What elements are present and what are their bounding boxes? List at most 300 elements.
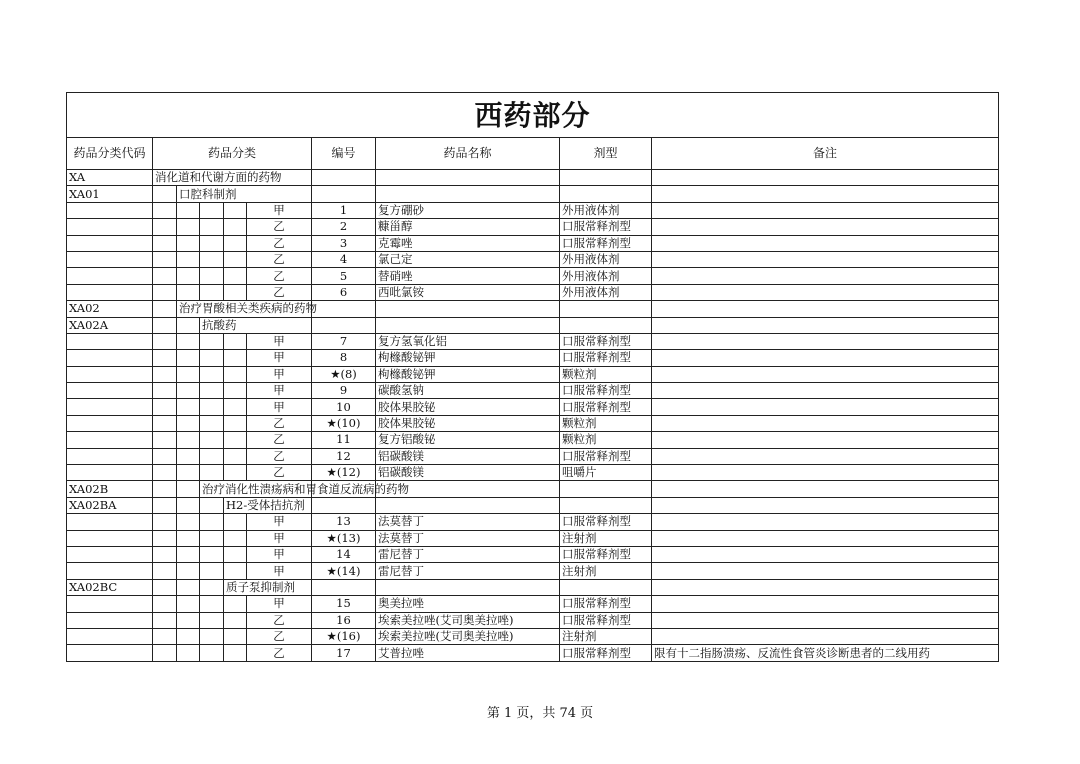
drug-grade: 甲 xyxy=(247,596,312,612)
drug-row xyxy=(67,383,999,399)
empty-cell xyxy=(153,333,177,349)
drug-row xyxy=(67,628,999,644)
empty-cell xyxy=(67,628,153,644)
drug-name: 埃索美拉唑(艾司奥美拉唑) xyxy=(376,628,560,644)
drug-remark xyxy=(652,612,999,628)
empty-cell xyxy=(200,465,224,481)
empty-cell xyxy=(153,579,177,595)
drug-remark: 限有十二指肠溃疡、反流性食管炎诊断患者的二线用药 xyxy=(652,645,999,661)
empty-cell xyxy=(200,628,224,644)
drug-row xyxy=(67,432,999,448)
drug-remark xyxy=(652,383,999,399)
category-name: 治疗消化性溃疡病和胃食道反流病的药物 xyxy=(200,481,312,497)
category-row xyxy=(67,497,999,513)
empty-cell xyxy=(153,399,177,415)
empty-cell xyxy=(67,399,153,415)
empty-cell xyxy=(177,530,200,546)
drug-form: 注射剂 xyxy=(560,628,652,644)
drug-form: 口服常释剂型 xyxy=(560,546,652,562)
drug-row xyxy=(67,235,999,251)
empty-cell xyxy=(153,645,177,661)
empty-cell xyxy=(376,497,560,513)
drug-name: 铝碳酸镁 xyxy=(376,448,560,464)
empty-cell xyxy=(177,415,200,431)
drug-number: 16 xyxy=(312,612,376,628)
empty-cell xyxy=(312,579,376,595)
drug-name: 复方氢氧化铝 xyxy=(376,333,560,349)
empty-cell xyxy=(200,415,224,431)
empty-cell xyxy=(177,596,200,612)
empty-cell xyxy=(177,284,200,300)
category-row xyxy=(67,186,999,202)
drug-row xyxy=(67,284,999,300)
drug-remark xyxy=(652,563,999,579)
drug-number: ★(10) xyxy=(312,415,376,431)
drug-grade: 乙 xyxy=(247,268,312,284)
empty-cell xyxy=(67,645,153,661)
header-form: 剂型 xyxy=(560,138,652,170)
drug-form: 口服常释剂型 xyxy=(560,333,652,349)
category-name: 治疗胃酸相关类疾病的药物 xyxy=(177,301,312,317)
empty-cell xyxy=(200,530,224,546)
empty-cell xyxy=(177,612,200,628)
drug-grade: 乙 xyxy=(247,645,312,661)
drug-row xyxy=(67,530,999,546)
empty-cell xyxy=(312,170,376,186)
drug-name: 复方铝酸铋 xyxy=(376,432,560,448)
empty-cell xyxy=(224,383,247,399)
empty-cell xyxy=(224,448,247,464)
drug-name: 氯己定 xyxy=(376,251,560,267)
empty-cell xyxy=(224,415,247,431)
drug-number: 3 xyxy=(312,235,376,251)
empty-cell xyxy=(177,366,200,382)
empty-cell xyxy=(652,317,999,333)
empty-cell xyxy=(200,219,224,235)
drug-number: 9 xyxy=(312,383,376,399)
empty-cell xyxy=(312,186,376,202)
empty-cell xyxy=(560,497,652,513)
empty-cell xyxy=(67,383,153,399)
drug-remark xyxy=(652,465,999,481)
empty-cell xyxy=(200,579,224,595)
empty-cell xyxy=(67,563,153,579)
empty-cell xyxy=(376,301,560,317)
header-category: 药品分类 xyxy=(153,138,312,170)
drug-number: ★(16) xyxy=(312,628,376,644)
category-code: XA02BC xyxy=(67,579,153,595)
empty-cell xyxy=(200,383,224,399)
drug-number: 6 xyxy=(312,284,376,300)
drug-grade: 乙 xyxy=(247,219,312,235)
drug-number: 12 xyxy=(312,448,376,464)
drug-name: 胶体果胶铋 xyxy=(376,415,560,431)
empty-cell xyxy=(224,563,247,579)
drug-name: 胶体果胶铋 xyxy=(376,399,560,415)
empty-cell xyxy=(224,202,247,218)
drug-grade: 乙 xyxy=(247,448,312,464)
drug-grade: 甲 xyxy=(247,366,312,382)
drug-remark xyxy=(652,350,999,366)
empty-cell xyxy=(200,202,224,218)
empty-cell xyxy=(224,596,247,612)
drug-name: 铝碳酸镁 xyxy=(376,465,560,481)
header-remark: 备注 xyxy=(652,138,999,170)
category-code: XA02A xyxy=(67,317,153,333)
drug-remark xyxy=(652,202,999,218)
empty-cell xyxy=(376,317,560,333)
empty-cell xyxy=(200,366,224,382)
empty-cell xyxy=(177,202,200,218)
empty-cell xyxy=(67,432,153,448)
empty-cell xyxy=(177,317,200,333)
empty-cell xyxy=(177,546,200,562)
empty-cell xyxy=(224,628,247,644)
empty-cell xyxy=(224,399,247,415)
empty-cell xyxy=(177,448,200,464)
drug-number: 2 xyxy=(312,219,376,235)
category-name: H2-受体拮抗剂 xyxy=(224,497,312,513)
drug-name: 西吡氯铵 xyxy=(376,284,560,300)
empty-cell xyxy=(224,546,247,562)
empty-cell xyxy=(67,366,153,382)
drug-remark xyxy=(652,399,999,415)
empty-cell xyxy=(153,465,177,481)
drug-remark xyxy=(652,333,999,349)
drug-name: 复方硼砂 xyxy=(376,202,560,218)
drug-row xyxy=(67,514,999,530)
category-name: 质子泵抑制剂 xyxy=(224,579,312,595)
drug-row xyxy=(67,350,999,366)
empty-cell xyxy=(67,546,153,562)
drug-row xyxy=(67,596,999,612)
empty-cell xyxy=(560,579,652,595)
drug-form: 口服常释剂型 xyxy=(560,399,652,415)
drug-grade: 甲 xyxy=(247,383,312,399)
drug-name: 艾普拉唑 xyxy=(376,645,560,661)
empty-cell xyxy=(200,432,224,448)
drug-grade: 甲 xyxy=(247,514,312,530)
empty-cell xyxy=(376,186,560,202)
drug-name: 法莫替丁 xyxy=(376,514,560,530)
drug-row xyxy=(67,268,999,284)
header-name: 药品名称 xyxy=(376,138,560,170)
empty-cell xyxy=(153,530,177,546)
category-code: XA xyxy=(67,170,153,186)
empty-cell xyxy=(652,481,999,497)
drug-row xyxy=(67,333,999,349)
empty-cell xyxy=(224,366,247,382)
empty-cell xyxy=(560,186,652,202)
empty-cell xyxy=(177,579,200,595)
drug-grade: 乙 xyxy=(247,465,312,481)
drug-number: 8 xyxy=(312,350,376,366)
drug-form: 口服常释剂型 xyxy=(560,235,652,251)
category-row xyxy=(67,317,999,333)
drug-row xyxy=(67,251,999,267)
drug-remark xyxy=(652,628,999,644)
empty-cell xyxy=(224,219,247,235)
drug-number: 17 xyxy=(312,645,376,661)
empty-cell xyxy=(312,301,376,317)
drug-name: 克霉唑 xyxy=(376,235,560,251)
drug-form: 颗粒剂 xyxy=(560,415,652,431)
empty-cell xyxy=(177,481,200,497)
empty-cell xyxy=(200,251,224,267)
empty-cell xyxy=(200,333,224,349)
drug-name: 枸橼酸铋钾 xyxy=(376,350,560,366)
category-name: 消化道和代谢方面的药物 xyxy=(153,170,312,186)
empty-cell xyxy=(224,251,247,267)
drug-form: 口服常释剂型 xyxy=(560,219,652,235)
empty-cell xyxy=(153,448,177,464)
empty-cell xyxy=(200,235,224,251)
drug-grade: 乙 xyxy=(247,235,312,251)
drug-name: 埃索美拉唑(艾司奥美拉唑) xyxy=(376,612,560,628)
empty-cell xyxy=(153,350,177,366)
empty-cell xyxy=(153,284,177,300)
category-code: XA01 xyxy=(67,186,153,202)
empty-cell xyxy=(153,268,177,284)
drug-grade: 乙 xyxy=(247,251,312,267)
drug-number: 5 xyxy=(312,268,376,284)
empty-cell xyxy=(200,497,224,513)
empty-cell xyxy=(153,546,177,562)
category-code: XA02B xyxy=(67,481,153,497)
drug-grade: 乙 xyxy=(247,628,312,644)
header-code: 药品分类代码 xyxy=(67,138,153,170)
drug-name: 法莫替丁 xyxy=(376,530,560,546)
drug-number: ★(13) xyxy=(312,530,376,546)
empty-cell xyxy=(177,399,200,415)
drug-remark xyxy=(652,448,999,464)
category-code: XA02BA xyxy=(67,497,153,513)
empty-cell xyxy=(153,481,177,497)
empty-cell xyxy=(376,579,560,595)
empty-cell xyxy=(224,465,247,481)
drug-row xyxy=(67,202,999,218)
empty-cell xyxy=(67,596,153,612)
drug-form: 注射剂 xyxy=(560,530,652,546)
drug-name: 雷尼替丁 xyxy=(376,563,560,579)
drug-row xyxy=(67,546,999,562)
drug-grade: 甲 xyxy=(247,530,312,546)
title-row xyxy=(67,93,999,138)
empty-cell xyxy=(67,448,153,464)
drug-name: 糠甾醇 xyxy=(376,219,560,235)
empty-cell xyxy=(200,645,224,661)
drug-remark xyxy=(652,268,999,284)
empty-cell xyxy=(200,612,224,628)
empty-cell xyxy=(153,628,177,644)
drug-number: 11 xyxy=(312,432,376,448)
drug-form: 注射剂 xyxy=(560,563,652,579)
drug-name: 碳酸氢钠 xyxy=(376,383,560,399)
drug-grade: 甲 xyxy=(247,399,312,415)
drug-remark xyxy=(652,546,999,562)
empty-cell xyxy=(224,514,247,530)
empty-cell xyxy=(67,465,153,481)
empty-cell xyxy=(652,186,999,202)
empty-cell xyxy=(200,284,224,300)
drug-remark xyxy=(652,284,999,300)
drug-form: 口服常释剂型 xyxy=(560,383,652,399)
empty-cell xyxy=(153,415,177,431)
empty-cell xyxy=(560,170,652,186)
empty-cell xyxy=(652,579,999,595)
empty-cell xyxy=(560,301,652,317)
empty-cell xyxy=(224,284,247,300)
empty-cell xyxy=(153,251,177,267)
empty-cell xyxy=(560,317,652,333)
drug-number: 13 xyxy=(312,514,376,530)
empty-cell xyxy=(153,497,177,513)
drug-remark xyxy=(652,235,999,251)
empty-cell xyxy=(200,546,224,562)
drug-remark xyxy=(652,432,999,448)
empty-cell xyxy=(153,186,177,202)
empty-cell xyxy=(153,432,177,448)
drug-number: 1 xyxy=(312,202,376,218)
drug-grade: 甲 xyxy=(247,350,312,366)
empty-cell xyxy=(224,612,247,628)
category-row xyxy=(67,301,999,317)
category-row xyxy=(67,481,999,497)
drug-form: 咀嚼片 xyxy=(560,465,652,481)
empty-cell xyxy=(153,514,177,530)
empty-cell xyxy=(200,399,224,415)
drug-row xyxy=(67,563,999,579)
drug-number: 14 xyxy=(312,546,376,562)
drug-row xyxy=(67,645,999,661)
empty-cell xyxy=(177,465,200,481)
empty-cell xyxy=(67,202,153,218)
drug-remark xyxy=(652,596,999,612)
drug-name: 替硝唑 xyxy=(376,268,560,284)
drug-form: 口服常释剂型 xyxy=(560,350,652,366)
empty-cell xyxy=(652,170,999,186)
empty-cell xyxy=(652,301,999,317)
drug-grade: 乙 xyxy=(247,612,312,628)
empty-cell xyxy=(224,645,247,661)
empty-cell xyxy=(200,268,224,284)
empty-cell xyxy=(153,317,177,333)
drug-row xyxy=(67,465,999,481)
empty-cell xyxy=(67,333,153,349)
empty-cell xyxy=(224,333,247,349)
drug-number: 7 xyxy=(312,333,376,349)
empty-cell xyxy=(153,366,177,382)
drug-form: 外用液体剂 xyxy=(560,251,652,267)
empty-cell xyxy=(224,530,247,546)
category-name: 抗酸药 xyxy=(200,317,312,333)
empty-cell xyxy=(67,268,153,284)
drug-number: 15 xyxy=(312,596,376,612)
drug-remark xyxy=(652,219,999,235)
empty-cell xyxy=(312,497,376,513)
empty-cell xyxy=(200,563,224,579)
drug-grade: 甲 xyxy=(247,202,312,218)
empty-cell xyxy=(200,448,224,464)
empty-cell xyxy=(200,596,224,612)
empty-cell xyxy=(177,645,200,661)
drug-grade: 甲 xyxy=(247,546,312,562)
drug-number: 10 xyxy=(312,399,376,415)
empty-cell xyxy=(177,251,200,267)
drug-remark xyxy=(652,251,999,267)
drug-remark xyxy=(652,514,999,530)
drug-row xyxy=(67,415,999,431)
empty-cell xyxy=(200,350,224,366)
empty-cell xyxy=(153,235,177,251)
empty-cell xyxy=(200,514,224,530)
drug-remark xyxy=(652,366,999,382)
drug-catalog-table xyxy=(66,92,999,662)
drug-number: ★(14) xyxy=(312,563,376,579)
empty-cell xyxy=(224,432,247,448)
drug-remark xyxy=(652,530,999,546)
empty-cell xyxy=(67,350,153,366)
category-row xyxy=(67,170,999,186)
drug-row xyxy=(67,448,999,464)
drug-form: 外用液体剂 xyxy=(560,284,652,300)
drug-form: 口服常释剂型 xyxy=(560,612,652,628)
empty-cell xyxy=(67,530,153,546)
empty-cell xyxy=(177,268,200,284)
empty-cell xyxy=(153,596,177,612)
drug-name: 奥美拉唑 xyxy=(376,596,560,612)
empty-cell xyxy=(67,235,153,251)
drug-form: 颗粒剂 xyxy=(560,366,652,382)
empty-cell xyxy=(67,219,153,235)
page-footer: 第 1 页，共 74 页 xyxy=(486,706,594,721)
category-row xyxy=(67,579,999,595)
empty-cell xyxy=(153,219,177,235)
empty-cell xyxy=(153,301,177,317)
empty-cell xyxy=(177,432,200,448)
empty-cell xyxy=(312,317,376,333)
empty-cell xyxy=(177,235,200,251)
drug-grade: 乙 xyxy=(247,432,312,448)
drug-remark xyxy=(652,415,999,431)
drug-number: 4 xyxy=(312,251,376,267)
empty-cell xyxy=(153,202,177,218)
page-title: 西药部分 xyxy=(67,93,999,138)
empty-cell xyxy=(224,350,247,366)
drug-form: 口服常释剂型 xyxy=(560,596,652,612)
empty-cell xyxy=(652,497,999,513)
empty-cell xyxy=(67,415,153,431)
empty-cell xyxy=(224,235,247,251)
drug-form: 外用液体剂 xyxy=(560,202,652,218)
drug-grade: 乙 xyxy=(247,284,312,300)
empty-cell xyxy=(67,514,153,530)
empty-cell xyxy=(177,514,200,530)
empty-cell xyxy=(177,383,200,399)
drug-row xyxy=(67,366,999,382)
empty-cell xyxy=(177,333,200,349)
empty-cell xyxy=(560,481,652,497)
drug-name: 枸橼酸铋钾 xyxy=(376,366,560,382)
drug-row xyxy=(67,399,999,415)
empty-cell xyxy=(67,251,153,267)
empty-cell xyxy=(177,628,200,644)
drug-number: ★(8) xyxy=(312,366,376,382)
header-number: 编号 xyxy=(312,138,376,170)
drug-form: 外用液体剂 xyxy=(560,268,652,284)
category-name: 口腔科制剂 xyxy=(177,186,312,202)
drug-grade: 乙 xyxy=(247,415,312,431)
